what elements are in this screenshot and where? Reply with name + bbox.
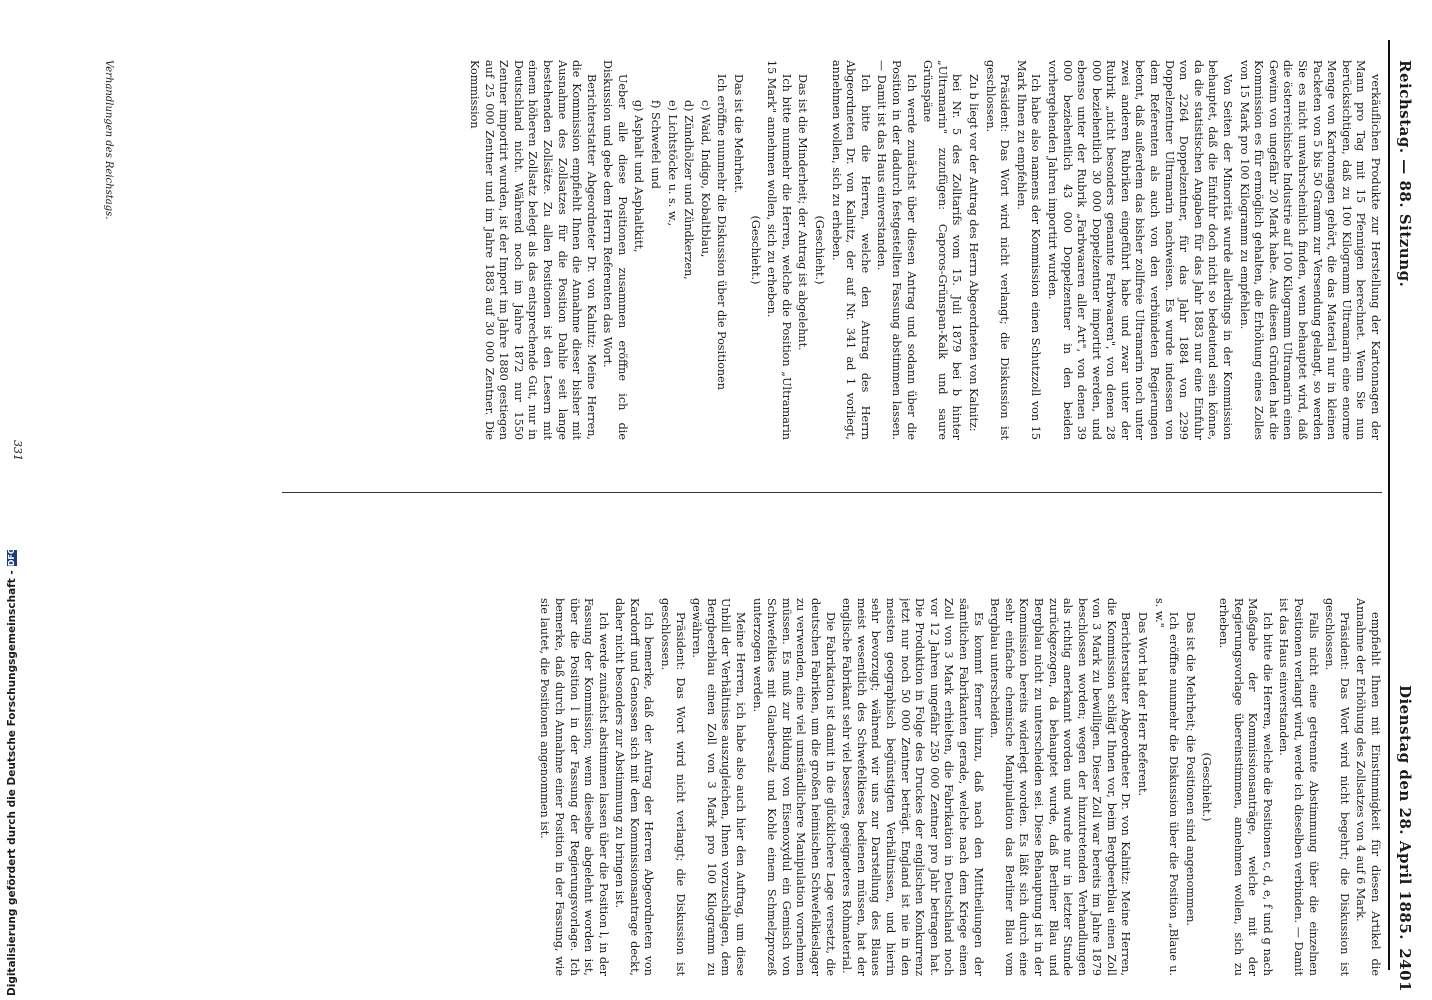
paragraph: Zu b liegt vor der Antrag des Herrn Abgeordneten von Kalnitz: (966, 74, 980, 432)
column-divider (282, 492, 1382, 493)
paragraph: Die Fabrikation ist damit in die glücklichere Lage versetzt, die deutschen Fabriken, um die großen heimischen Schwefelkieslager zu verwenden, eine viel umständlichere Manipulation vornehmen müssen. Es muß zur Bildung von Eisenoxydul ein Gemisch von Schwefelkies mit Glaubersalz und Kohle einem Schmelzprozeß unterzogen werden. (750, 598, 837, 976)
paragraph: empfiehlt Ihnen mit Einstimmigkeit für diesen Artikel die Annahme der Erhöhung des Zollsatzes von 4 auf 6 Mark. (1354, 598, 1382, 976)
paragraph: Es kommt ferner hinzu, daß nach den Mittheilungen der sämtlichen Fabrikanten gerade, welche nach dem Kriege einen Zoll von 3 Mark erhielten, die Fabrikation in Deutschland noch vor 12 Jahren ungefähr 250 000 Zentner pro Jahr betragen hat. Die Produktion in Folge des Druckes der englischen Konkurrenz jetzt nur noch 50 000 Zentner beträgt. England ist nie in den meisten geographisch begünstigten Verhältnissen, und hierin sehr bevorzugt; während wir uns zur Darstellung des Blaues meist wesentlich des Schwefelkieses bedienen müssen, hat der englische Fabrikant sehr viel besseres, geeigneteres Rohmaterial. (840, 598, 985, 976)
paragraph: Berichterstatter Abgeordneter Dr. von Kalnitz: Meine Herren, die Kommission empfiehlt Ihnen die Annahme dieser bisher mit Ausnahme des Zollsatzes für die Position Dahlie seit lange bestehenden Zollsätze. Zu allen Positionen ist den Lesern mit einem höheren Zollsatz belegt als das entsprechende Gut, nur in Deutschland nicht. Während noch im Jahre 1872 nur 1550 Zentner importirt wurden, ist der Import im Jahre 1880 gestiegen auf 25 000 Zentner und im Jahre 1883 auf 30 000 Zentner. Die Kommission (467, 60, 598, 440)
paragraph: (Geschieht.) (748, 215, 762, 285)
paragraph: g) Asphalt und Asphaltkitt, (632, 100, 646, 253)
paragraph: d) Zündhölzer und Zündkerzen, (682, 100, 696, 280)
paragraph: Ich werde zunächst über diesen Antrag und sodann über die Position in der dadurch festgestellten Fassung abstimmen lassen. — Damit ist das Haus einverstanden. (875, 60, 918, 440)
page-number-row (1392, 0, 1414, 1000)
paragraph: Ich habe also namens der Kommission einen Schutzzoll von 15 Mark Ihnen zu empfehlen. (1014, 60, 1043, 440)
paragraph: c) Waid, Indigo, Kobaltblau, (698, 100, 712, 258)
paragraph: Ich eröffne nunmehr die Diskussion über die Position „Blaue u. s. w." (1152, 598, 1181, 976)
paragraph: Präsident: Das Wort wird nicht verlangt; die Diskussion ist geschlossen. (659, 598, 687, 976)
paragraph: Von Seiten der Minorität wurde allerdings in der Kommission behauptet, daß die Einfuhr doch nicht so bedeutend sein könne, da die statistischen Angaben für das Jahr 1883 nur eine Einfuhr von 2264 Doppelzentner, für das Jahr 1884 von 2299 Doppelzentner Ultramarin nachweisen. Es wurde indessen von dem Referenten als auch von den verbündeten Regierungen betont, daß außerdem das bisher zollfreie Ultramarin noch unter zwei anderen Rubriken eingeführt habe und zwar unter der Rubrik „nicht besonders genannte Farbwaaren", von denen 28 000 beziehentlich 30 000 Doppelzentner importirt werden, und ebenso unter der Rubrik „Farbwaaren aller Art", von denen 39 000 beziehentlich 43 000 Doppelzentner in den beiden vorhergehenden Jahren importirt wurden. (1045, 60, 1235, 440)
footer-page: 331 (11, 440, 24, 461)
column-left (92, 598, 1382, 976)
paragraph: Ich bitte die Herren, welche die Positionen c, d, e, f und g nach Maßgabe der Kommissionsanträge, welche mit der Regierungsvorlage übereinstimmen, annehmen wollen, sich zu erheben. (1217, 598, 1274, 976)
paragraph: Ich bitte die Herren, welche den Antrag des Herrn Abgeordneten Dr. von Kalnitz, der auf Nr. 341 ad 1 vorliegt, annehmen wollen, sich zu erheben. (829, 60, 872, 440)
page-number: 2401 (1396, 948, 1414, 992)
footer-verhandlungen: Verhandlungen des Reichstags. (103, 60, 114, 220)
paragraph: Ich bemerke, daß der Antrag der Herren Abgeordneten von Kardorff und Genossen sich mit dem Kommissionsantrage deckt, daher nicht besonders zur Abstimmung zu bringen ist. (613, 598, 656, 976)
paragraph: f) Schwefel und (649, 100, 663, 189)
paragraph: bei Nr. 5 des Zolltarifs vom 15. Juli 1879 bei b hinter „Ultramarin" zuzufügen: Caporos-Grünspan-Kalk und saure Grünspäne (921, 60, 964, 440)
paragraph: Ueber alle diese Positionen zusammen eröffne ich die Diskussion und gebe dem Herrn Referenten das Wort. (601, 60, 629, 440)
paragraph: Das Wort hat der Herr Referent. (1136, 612, 1150, 797)
paragraph: Das ist die Mehrheit; die Positionen sind angenommen. (1183, 612, 1197, 926)
digitization-text: Digitalisierung gefördert durch die Deutsche Forschungsgemeinschaft - (6, 570, 18, 996)
paragraph: Das ist die Minderheit; der Antrag ist abgelehnt. (796, 74, 810, 351)
paragraph: verkäuflichen Produkte zur Herstellung der Kartonnagen der Mann pro Tag mit 15 Pfennigen berechnet. Wenn Sie nun berücksichtigen, daß zu 100 Kilogramm Ultramarin eine enorme Menge von Kartonnagen gehört, die das Material nur in kleinen Packeten von 5 bis 50 Gramm zur Versendung gelangt, so werden Sie es nicht unwahrscheinlich finden, wenn behauptet wird, daß die österreichische Industrie auf 100 Kilogramm Ultramarin einen Gewinn von ungefähr 20 Mark habe. Aus diesen Gründen hat die Kommission es für ermöglich gehalten, die Erhöhung eines Zolles von 15 Mark pro 100 Kilogramm zu empfehlen. (1237, 60, 1382, 440)
paragraph: Ich bitte nunmehr die Herren, welche die Position „Ultramarin 15 Mark" annehmen wollen, sich zu erheben. (765, 60, 793, 440)
header-session: Reichstag. — 88. Sitzung. (1396, 60, 1414, 288)
paragraph: Präsident: Das Wort wird nicht verlangt; die Diskussion ist geschlossen. (983, 60, 1012, 440)
header-rule (1388, 40, 1390, 970)
paragraph: (Geschieht.) (813, 215, 827, 285)
paragraph: Präsident: Das Wort wird nicht begehrt; die Diskussion ist geschlossen. (1323, 598, 1351, 976)
paragraph: Falls nicht eine getrennte Abstimmung über die einzelnen Positionen verlangt wird, werde ich dieselben verbinden. — Damit ist das Haus einverstanden. (1277, 598, 1320, 976)
dfg-logo: DFG (7, 547, 16, 567)
paragraph: Berichterstatter Abgeordneter Dr. von Kalnitz: Meine Herren, die Kommission schlägt Ihnen vor, beim Bergbeerblau einen Zoll von 3 Mark zu bewilligen. Dieser Zoll war bereits im Jahre 1879 beschlossen worden; wegen der hinzutretenden Verhandlungen als richtig anerkannt worden und wurde nur in letzter Stunde zurückgezogen, da behauptet wurde, daß Berliner Blau und Bergblau nicht zu unterscheiden sei. Diese Behauptung ist in der Kommission bereits widerlegt worden. Es läßt sich durch eine sehr einfache chemische Manipulation das Berliner Blau vom Bergblau unterscheiden. (988, 598, 1133, 976)
column-right (92, 60, 1382, 440)
paragraph: Meine Herren, ich habe also auch hier den Auftrag, um diese Unbill der Verhältnisse auszugleichen, Ihnen vorzuschlagen, dem Bergbeerblau einen Zoll von 3 Mark pro 100 Kilogramm zu gewähren. (690, 598, 748, 976)
paragraph: e) Lichtstöcke u. s. w., (665, 100, 679, 227)
paragraph: Ich werde zunächst abstimmen lassen über die Position l, in der Fassung der Kommission; wenn dieselbe abgelehnt worden ist, über die Position l in der Fassung der Regierungsvorlage. Ich bemerke, daß durch Annahme einer Position in der Fassung, wie sie lautet, die Positionen angenommen ist. (538, 598, 610, 976)
header-date: Dienstag den 28. April 1885. (1396, 684, 1414, 940)
paragraph: Ich eröffne nunmehr die Diskussion über die Positionen (715, 74, 729, 390)
paragraph: Das ist die Mehrheit. (732, 74, 746, 194)
paragraph: (Geschieht.) (1200, 752, 1214, 822)
